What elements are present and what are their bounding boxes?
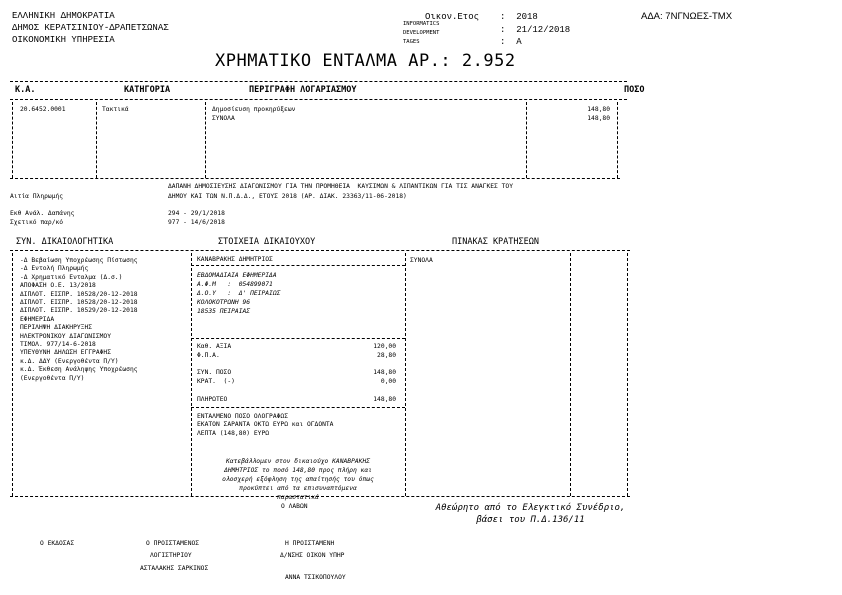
- watermark-tages: TAGES: [403, 39, 420, 45]
- docs-list-item: -Δ Εντολή Πληρωμής: [20, 265, 89, 273]
- row-1-amount: 148,80: [587, 106, 610, 113]
- signature-head1-name: ΑΣΤΑΛΑΚΗΣ ΣΑΡΚΙΝΟΣ: [140, 565, 209, 572]
- docs-list-item: κ.Δ. ΔΔΥ (Ενεργοθέντα Π/Υ): [20, 357, 119, 365]
- docs-list-item: ΥΠΕΥΘΥΝΗ ΔΗΛΩΣΗ ΕΓΓΡΑΦΗΣ: [20, 349, 111, 357]
- org-line-3: ΟΙΚΟΝΟΜΙΚΗ ΥΠΗΡΕΣΙΑ: [12, 35, 115, 45]
- org-line-2: ΔΗΜΟΣ ΚΕΡΑΤΣΙΝΙΟΥ-ΔΡΑΠΕΤΣΩΝΑΣ: [12, 23, 169, 33]
- statement-line: ολοσχερή εξόφληση της απαίτησής του όπως: [222, 476, 374, 483]
- section-docs-title: ΣΥΝ. ΔΙΚΑΙΟΛΟΓΗΤΙΚΑ: [16, 237, 114, 247]
- lower-frame-left: [12, 253, 13, 496]
- docs-list-item: -Δ Βεβαίωση Υποχρέωσης Πίστωσης: [20, 257, 138, 264]
- cause-text-2: ΔΗΜΟΥ ΚΑΙ ΤΩΝ Ν.Π.Δ.Δ., ΕΤΟΥΣ 2018 (ΑΡ. ΔΙΑΚ. 23363/11-06-2018): [168, 193, 407, 200]
- amount-withheld-label: ΚΡΑΤ. (-): [197, 378, 235, 385]
- beneficiary-afm: Α.Φ.Μ : 054899071: [197, 281, 273, 288]
- amount-total-label: ΣΥΝ. ΠΟΣΟ: [197, 369, 232, 376]
- signature-issuer: Ο ΕΚΔΟΣΑΣ: [40, 540, 75, 547]
- row-1-description: Δημοσίευση προκηρύξεων: [212, 106, 296, 113]
- issue-date-value: : 21/12/2018: [500, 25, 571, 35]
- signature-head2-title: Η ΠΡΟΙΣΤΑΜΕΝΗ: [285, 540, 335, 547]
- statement-line: Κατεβάλλομεν στον δικαιούχο ΚΑΝΑΒΡΑΚΗΣ: [225, 458, 371, 465]
- col-amount: ΠΟΣΟ: [624, 85, 645, 95]
- statement-line: παραστατικά: [277, 494, 319, 501]
- receiver-label: Ο ΛΑΒΩΝ: [281, 503, 308, 510]
- section-beneficiary-title: ΣΤΟΙΧΕΙΑ ΔΙΚΑΙΟΥΧΟΥ: [218, 237, 316, 247]
- lower-frame-col2: [405, 253, 406, 496]
- words-line-3: ΛΕΠΤΑ (148,80) ΕΥΡΩ: [197, 430, 270, 437]
- rule-beneficiary: [191, 265, 405, 266]
- row-2-amount: 148,80: [587, 115, 610, 122]
- docs-list-item: ΔΙΠΛΟΤ. ΕΙΣΠΡ. 10529/20-12-2018: [20, 307, 138, 315]
- amount-total-value: 148,80: [373, 369, 396, 376]
- beneficiary-doy: Δ.Ο.Υ : Δ' ΠΕΙΡΑΙΩΣ: [197, 290, 281, 297]
- beneficiary-city: 18535 ΠΕΙΡΑΙΑΣ: [197, 308, 251, 315]
- lower-frame-right: [627, 253, 628, 496]
- rule-top: [10, 81, 627, 82]
- docs-list-item: ΠΕΡΙΛΗΨΗ ΔΙΑΚΗΡΥΞΗΣ: [20, 324, 93, 332]
- frame-right: [617, 102, 618, 178]
- col-category: ΚΑΤΗΓΟΡΙΑ: [124, 85, 171, 95]
- frame-col2: [205, 102, 206, 178]
- amount-net-label: Καθ. ΑΞΙΑ: [197, 343, 232, 350]
- amount-payable-value: 148,80: [373, 396, 396, 403]
- beneficiary-name: ΕΒΔΟΜΑΔΙΑΙΑ ΕΦΗΜΕΡΙΔΑ: [197, 272, 277, 279]
- signature-head2-name: ΑΝΝΑ ΤΣΙΚΟΠΟΥΛΟΥ: [285, 574, 346, 581]
- statement-line: προκύπτει από τα επισυναπτόμενα: [239, 485, 357, 492]
- lower-frame-col1: [191, 253, 192, 496]
- rule-amounts-top: [191, 338, 405, 339]
- docs-list-item: ΕΦΗΜΕΡΙΔΑ: [20, 315, 55, 323]
- amount-vat-label: Φ.Π.Α.: [197, 352, 220, 359]
- docs-list-item: κ.Δ. Έκθεση Ανάληψης Υποχρέωσης: [20, 366, 138, 374]
- approval-1-value: 294 - 29/1/2018: [168, 210, 225, 217]
- lower-frame-col3: [570, 253, 571, 496]
- cause-text-1: ΔΑΠΑΝΗ ΔΗΜΟΣΙΕΥΣΗΣ ΔΙΑΓΩΝΙΣΜΟΥ ΓΙΑ ΤΗΝ ΠΡΟΜΗΘΕΙΑ ΚΑΥΣΙΜΩΝ & ΛΙΠΑΝΤΙΚΩΝ ΓΙΑ ΤΙΣ ΑΝΑΓΚΕΣ ΤΟΥ: [168, 183, 513, 190]
- amount-net-value: 120,00: [373, 343, 396, 350]
- rule-items-bottom: [10, 178, 620, 179]
- approval-2-label: Σχετικό παρ/κό: [10, 219, 64, 226]
- docs-list-item: ΗΛΕΚΤΡΟΝΙΚΟΥ ΔΙΑΓΩΝΙΣΜΟΥ: [20, 332, 111, 340]
- approval-2-value: 977 - 14/6/2018: [168, 219, 225, 226]
- beneficiary-street: ΚΟΛΟΚΟΤΡΩΝΗ 96: [197, 299, 251, 306]
- amount-withheld-value: 0,00: [380, 378, 396, 385]
- status-value: : Α: [500, 37, 522, 47]
- statement-line: ΔΗΜΗΤΡΙΟΣ το ποσό 148,80 προς πλήρη και: [224, 467, 372, 474]
- withholdings-total: ΣΥΝΟΛΑ: [410, 257, 433, 264]
- fiscal-year-label: Οικον.Ετος: [425, 12, 480, 22]
- ada-code: ΑΔΑ: 7ΝΓΝΩΕΣ-ΤΜΧ: [641, 11, 733, 22]
- docs-list-item: ΔΙΠΛΟΤ. ΕΙΣΠΡ. 10528/20-12-2018: [20, 299, 138, 306]
- frame-left: [12, 102, 13, 178]
- cause-label: Αιτία Πληρωμής: [10, 193, 64, 200]
- signature-head1-title: Ο ΠΡΟΙΣΤΑΜΕΝΟΣ: [146, 540, 200, 547]
- rule-amounts-bottom: [191, 407, 405, 408]
- words-line-2: ΕΚΑΤΟΝ ΣΑΡΑΝΤΑ ΟΚΤΩ ΕΥΡΩ και ΟΓΔΟΝΤΑ: [197, 421, 334, 428]
- col-description: ΠΕΡΙΓΡΑΦΗ ΛΟΓΑΡΙΑΣΜΟΥ: [249, 85, 357, 95]
- org-line-1: ΕΛΛΗΝΙΚΗ ΔΗΜΟΚΡΑΤΙΑ: [12, 11, 115, 21]
- amount-payable-label: ΠΛΗΡΩΤΕΟ: [197, 396, 228, 403]
- frame-col3: [526, 102, 527, 178]
- docs-list-item: ΑΠΟΦΑΣΗ Ο.Ε. 13/2018: [20, 282, 96, 290]
- row-2-description: ΣΥΝΟΛΑ: [212, 115, 235, 122]
- watermark-informatics: INFORMATICS: [403, 21, 440, 27]
- signature-head2-unit: Δ/ΝΣΗΣ ΟΙΚΟΝ ΥΠΗΡ: [280, 552, 345, 559]
- row-1-ka: 20.6452.0001: [20, 106, 66, 113]
- signature-head1-unit: ΛΟΓΙΣΤΗΡΙΟΥ: [150, 552, 192, 559]
- words-line-1: ΕΝΤΑΛΜΕΝΟ ΠΟΣΟ ΟΛΟΓΡΑΦΩΣ: [197, 413, 288, 420]
- amount-vat-value: 28,80: [377, 352, 396, 359]
- audit-note-line-2: βάσει του Π.Δ.136/11: [476, 515, 585, 525]
- beneficiary-header: ΚΑΝΑΒΡΑΚΗΣ ΔΗΜΗΤΡΙΟΣ: [197, 256, 273, 263]
- docs-list-item: (Ενεργοθέντα Π/Υ): [20, 374, 85, 382]
- frame-col1: [96, 102, 97, 178]
- approval-1-label: Εκθ Ανάλ. Δαπάνης: [10, 210, 75, 217]
- row-1-category: Τακτικά: [102, 106, 129, 113]
- section-withholdings-title: ΠΙΝΑΚΑΣ ΚΡΑΤΗΣΕΩΝ: [452, 237, 539, 247]
- rule-header: [10, 99, 627, 100]
- col-ka: Κ.Α.: [15, 85, 36, 95]
- watermark-development: DEVELOPMENT: [403, 30, 440, 36]
- rule-sections: [10, 250, 630, 251]
- docs-list-item: ΔΙΠΛΟΤ. ΕΙΣΠΡ. 10528/20-12-2018: [20, 290, 138, 298]
- audit-note-line-1: Αθεώρητο από το Ελεγκτικό Συνέδριο,: [435, 503, 626, 513]
- page-title: ΧΡΗΜΑΤΙΚΟ ΕΝΤΑΛΜΑ ΑΡ.: 2.952: [215, 51, 516, 71]
- docs-list-item: -Δ Χρηματικό Ενταλμα (Δ.σ.): [20, 273, 123, 281]
- docs-list-item: ΤΙΜΟΛ. 977/14-6-2018: [20, 341, 96, 348]
- fiscal-year-value: : 2018: [500, 12, 538, 22]
